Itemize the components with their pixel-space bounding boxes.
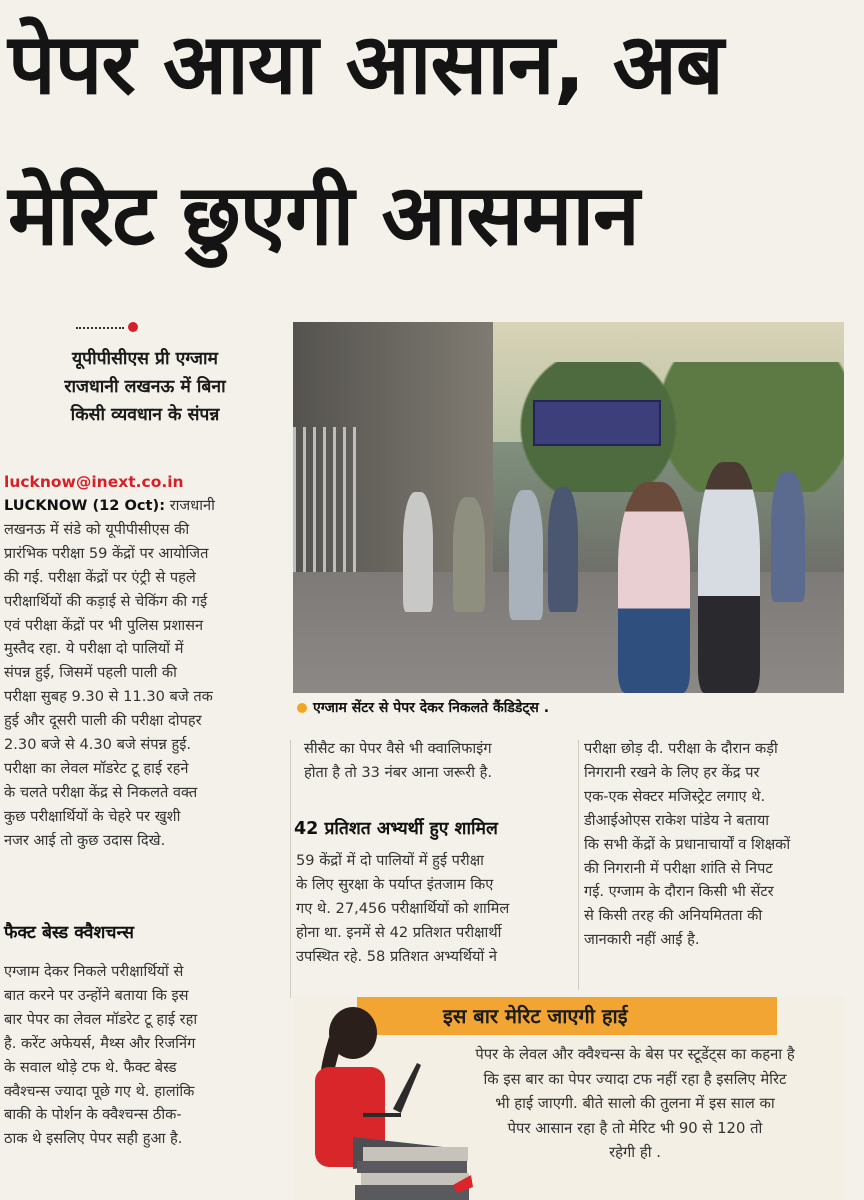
box-line: रहेगी ही . bbox=[609, 1144, 661, 1162]
body-line: के लिए सुरक्षा के पर्याप्त इंतजाम किए bbox=[296, 875, 494, 893]
body-line: 59 केंद्रों में दो पालियों में हुई परीक्षा bbox=[296, 852, 484, 869]
body-line: संपन्न हुई, जिसमें पहली पाली की bbox=[4, 664, 177, 682]
body-line: क्वैश्चन्स ज्यादा पूछे गए थे. हालांकि bbox=[4, 1082, 195, 1100]
photo-caption: एग्जाम सेंटर से पेपर देकर निकलते कैंडिडेट्स . bbox=[293, 695, 623, 721]
dotted-line-left bbox=[76, 327, 124, 329]
column-rule bbox=[578, 740, 579, 990]
body-line: है. करेंट अफेयर्स, मैथ्स और रिजनिंग bbox=[4, 1034, 196, 1052]
billboard bbox=[533, 400, 661, 446]
body-line: के चलते परीक्षा केंद्र से निकलते वक्त bbox=[4, 783, 198, 801]
body-line: निगरानी रखने के लिए हर केंद्र पर bbox=[584, 763, 760, 781]
deck-line: किसी व्यवधान के संपन्न bbox=[70, 405, 220, 425]
subheading-42-percent: 42 प्रतिशत अभ्यर्थी हुए शामिल bbox=[294, 819, 498, 839]
body-line: होना था. इनमें से 42 प्रतिशत परीक्षार्थी bbox=[296, 923, 502, 941]
red-dot-icon bbox=[128, 322, 138, 332]
box-line: पेपर आसान रहा है तो मेरिट भी 90 से 120 तो bbox=[507, 1119, 763, 1137]
body-line: गए थे. 27,456 परीक्षार्थियों को शामिल bbox=[296, 899, 510, 917]
body-line: लखनऊ में संडे को यूपीपीसीएस की bbox=[4, 520, 190, 538]
box-line: कि इस बार का पेपर ज्यादा टफ नहीं रहा है इसलिए मेरिट bbox=[483, 1070, 787, 1088]
person bbox=[548, 487, 578, 612]
body-line: की निगरानी में परीक्षा शांति से निपट bbox=[584, 859, 773, 877]
bullet-icon bbox=[297, 703, 307, 713]
body-line: एग्जाम देकर निकले परीक्षार्थियों से bbox=[4, 963, 184, 980]
body-line: गई. एग्जाम के दौरान किसी भी सेंटर bbox=[584, 883, 774, 901]
article-column-3 bbox=[584, 737, 854, 952]
body-line: से किसी तरह की अनियमितता की bbox=[584, 907, 763, 925]
body-line: हुई और दूसरी पाली की परीक्षा दोपहर bbox=[4, 712, 202, 730]
woman-candidate bbox=[618, 482, 690, 693]
body-line: के सवाल थोड़े टफ थे. फैक्ट बेस्ड bbox=[4, 1058, 177, 1076]
headline-line-2: मेरिट छुएगी आसमान bbox=[8, 166, 639, 264]
body-line: नजर आई तो कुछ उदास दिखे. bbox=[4, 831, 166, 849]
deck-line: राजधानी लखनऊ में बिना bbox=[64, 377, 226, 397]
body-line: एक-एक सेक्टर मजिस्ट्रेट लगाए थे. bbox=[584, 787, 766, 805]
box-line: भी हाई जाएगी. बीते सालो की तुलना में इस साल का bbox=[495, 1095, 775, 1113]
deck bbox=[14, 345, 276, 429]
body-line: जानकारी नहीं आई है. bbox=[584, 931, 700, 949]
body-line: ठाक थे इसलिए पेपर सही हुआ है. bbox=[4, 1130, 183, 1148]
deck-line: यूपीपीसीएस प्री एग्जाम bbox=[71, 349, 219, 369]
body-line: परीक्षा का लेवल मॉडरेट टू हाई रहने bbox=[4, 759, 189, 777]
merit-info-box bbox=[293, 997, 844, 1200]
body-line: बाकी के पोर्शन के क्वैश्चन्स ठीक- bbox=[4, 1106, 182, 1124]
body-line: बार पेपर का लेवल मॉडरेट टू हाई रहा bbox=[4, 1010, 198, 1028]
deck-separator bbox=[76, 322, 186, 334]
man-candidate bbox=[698, 462, 760, 693]
person bbox=[509, 490, 543, 620]
article-column-1 bbox=[4, 470, 290, 853]
headline-line-1: पेपर आया आसान, अब bbox=[8, 15, 723, 113]
article-column-2 bbox=[304, 737, 574, 785]
person bbox=[453, 497, 485, 612]
body-line: होता है तो 33 नंबर आना जरूरी है. bbox=[304, 763, 493, 781]
news-photo bbox=[293, 322, 844, 693]
body-line: परीक्षा सुबह 9.30 से 11.30 बजे तक bbox=[4, 688, 213, 706]
body-line: बात करने पर उन्होंने बताया कि इस bbox=[4, 986, 189, 1004]
body-line: सीसैट का पेपर वैसे भी क्वालिफाइंग bbox=[304, 740, 492, 757]
box-line: पेपर के लेवल और क्वैश्चन्स के बेस पर स्टूडेंट्स का कहना है bbox=[475, 1046, 795, 1063]
body-line: 2.30 बजे से 4.30 बजे संपन्न हुई. bbox=[4, 736, 192, 754]
body-line: उपस्थित रहे. 58 प्रतिशत अभ्यर्थियों ने bbox=[296, 947, 497, 965]
body-line: एवं परीक्षा केंद्रों पर भी पुलिस प्रशासन bbox=[4, 616, 204, 634]
person bbox=[771, 472, 805, 602]
body-line: मुस्तैद रहा. ये परीक्षा दो पालियों में bbox=[4, 640, 184, 658]
body-line: कुछ परीक्षार्थियों के चेहरे पर खुशी bbox=[4, 807, 181, 825]
dateline: LUCKNOW (12 Oct): bbox=[4, 497, 166, 514]
body-line: डीआईओएस राकेश पांडेय ने बताया bbox=[584, 811, 770, 829]
body-line: परीक्षा छोड़ दी. परीक्षा के दौरान कड़ी bbox=[584, 740, 778, 757]
body-line: कि सभी केंद्रों के प्रधानाचार्यों व शिक्षकों bbox=[584, 835, 791, 853]
column-rule bbox=[290, 740, 291, 998]
subheading-fact-based: फैक्ट बेस्ड क्वैशचन्स bbox=[4, 923, 134, 943]
box-text bbox=[437, 1043, 833, 1166]
article-column-1-continued bbox=[4, 960, 290, 1151]
article-column-2-continued bbox=[296, 849, 574, 969]
body-line: परीक्षार्थियों की कड़ाई से चेकिंग की गई bbox=[4, 592, 208, 610]
body-line: प्रारंभिक परीक्षा 59 केंद्रों पर आयोजित bbox=[4, 544, 209, 562]
reporter-email[interactable]: lucknow@inext.co.in bbox=[4, 473, 184, 491]
person bbox=[403, 492, 433, 612]
box-heading: इस बार मेरिट जाएगी हाई bbox=[443, 1004, 628, 1028]
body-line: की गई. परीक्षा केंद्रों पर एंट्री से पहले bbox=[4, 568, 196, 586]
body-line: LUCKNOW (12 Oct): राजधानी bbox=[4, 497, 215, 514]
